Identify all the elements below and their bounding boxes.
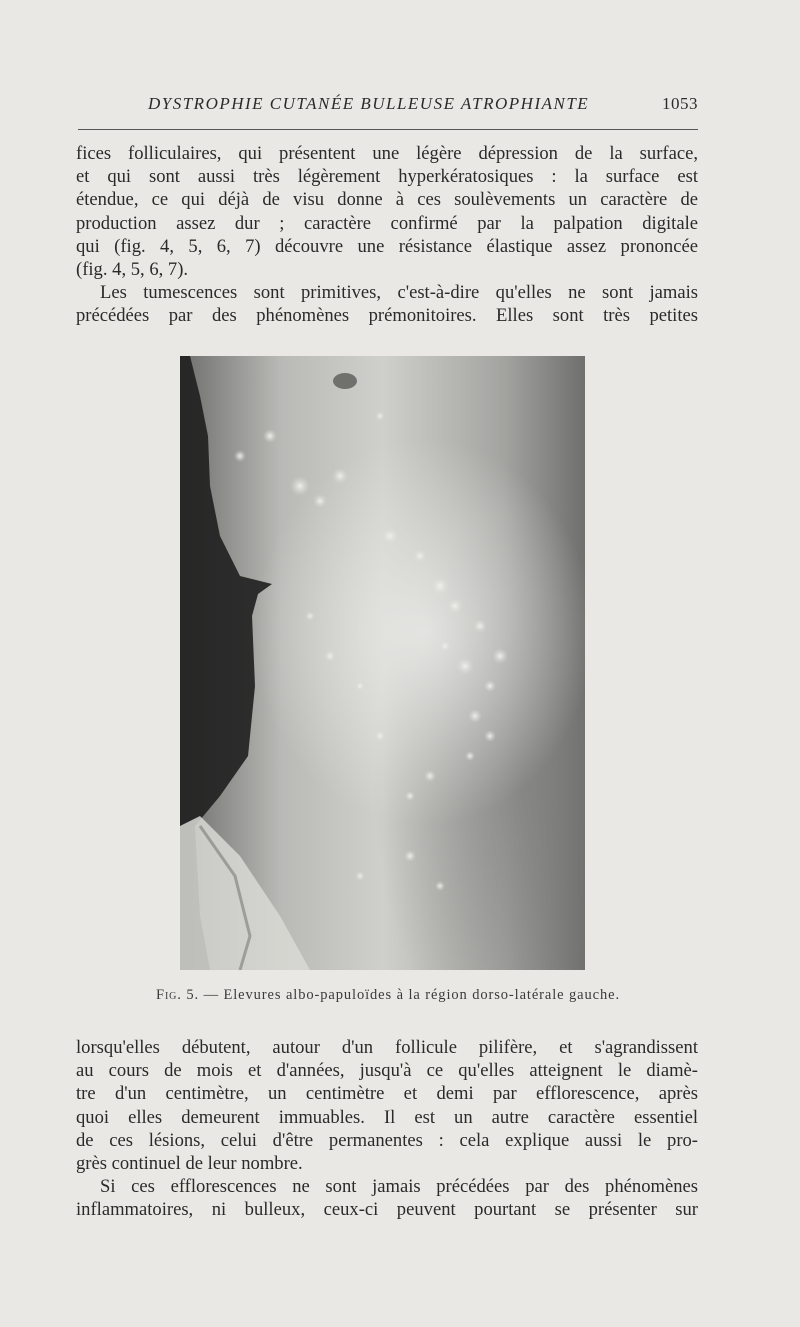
header-rule (78, 129, 698, 130)
text-line: et qui sont aussi très légèrement hyperkératosiques : la surface est (76, 166, 698, 188)
paragraph-top (76, 142, 698, 328)
page-number: 1053 (662, 94, 698, 113)
running-head (78, 94, 698, 118)
text-line: (fig. 4, 5, 6, 7). (76, 258, 189, 280)
text-line: lorsqu'elles débutent, autour d'un follicule pilifère, et s'agrandissent (76, 1037, 698, 1058)
running-title: DYSTROPHIE CUTANÉE BULLEUSE ATROPHIANTE (148, 94, 590, 113)
skin-photo (180, 356, 585, 970)
text-line: fices folliculaires, qui présentent une légère dépression de la surface, (76, 143, 698, 164)
text-line: grès continuel de leur nombre. (76, 1152, 303, 1174)
text-line: Les tumescences sont primitives, c'est-à-dire qu'elles ne sont jamais (100, 282, 698, 304)
text-line: au cours de mois et d'années, jusqu'à ce qu'elles atteignent le diamè- (76, 1060, 698, 1082)
text-line: Si ces efflorescences ne sont jamais précédées par des phénomènes (100, 1176, 698, 1198)
paragraph-bottom (76, 1036, 698, 1222)
caption-label: Fig. 5. (155, 987, 200, 1003)
figure-photograph (180, 356, 585, 970)
text-line: qui (fig. 4, 5, 6, 7) découvre une résistance élastique assez prononcée (76, 235, 698, 257)
text-line: quoi elles demeurent immuables. Il est un autre caractère essentiel (76, 1106, 698, 1128)
text-line: étendue, ce qui déjà de visu donne à ces soulèvements un caractère de (76, 189, 698, 211)
caption-text: — Elevures albo-papuloïdes à la région dorso-latérale gauche. (203, 987, 621, 1003)
figure-caption (78, 987, 698, 1004)
text-line: inflammatoires, ni bulleux, ceux-ci peuvent pourtant se présenter sur (76, 1199, 698, 1221)
text-line: tre d'un centimètre, un centimètre et demi par efflorescence, après (76, 1083, 698, 1105)
text-line: précédées par des phénomènes prémonitoires. Elles sont très petites (76, 305, 698, 327)
text-line: production assez dur ; caractère confirmé par la palpation digitale (76, 212, 698, 234)
text-line: de ces lésions, celui d'être permanentes : cela explique aussi le pro- (76, 1129, 698, 1151)
